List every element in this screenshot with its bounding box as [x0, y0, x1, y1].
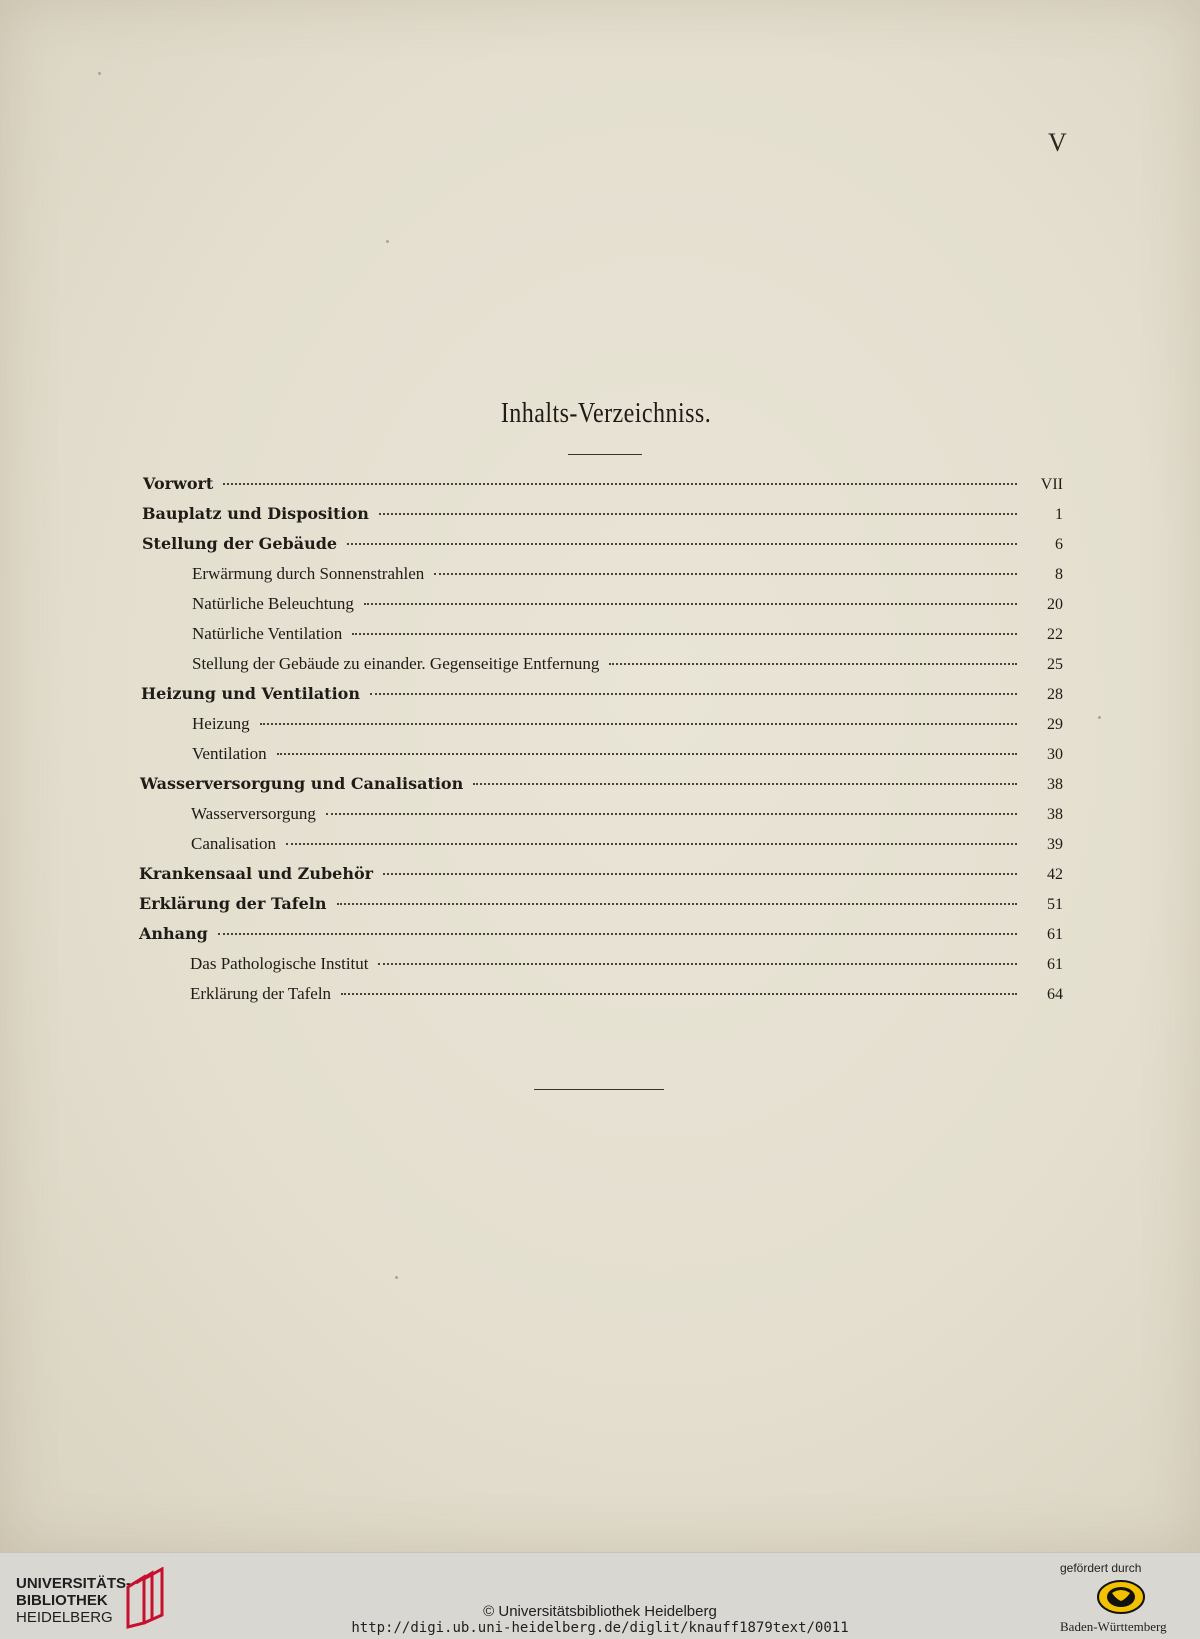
dot-leader [383, 872, 1017, 875]
toc-entry-label: Natürliche Ventilation [192, 624, 343, 643]
page-title: Inhalts-Verzeichniss. [500, 398, 712, 429]
toc-entry-page: 25 [1047, 656, 1063, 673]
dot-leader [364, 602, 1017, 605]
toc-entry-label: Wasserversorgung [191, 804, 316, 823]
toc-entry [139, 864, 1063, 894]
toc-entry [142, 534, 1063, 564]
dot-leader [326, 812, 1017, 815]
toc-entry-label: Bauplatz und Disposition [142, 504, 369, 523]
dot-leader [223, 482, 1017, 485]
toc-entry-page: 38 [1047, 776, 1063, 793]
closing-divider [534, 1089, 664, 1090]
toc-entry-label: Ventilation [192, 744, 267, 763]
dot-leader [277, 752, 1017, 755]
toc-entry-label: Heizung und Ventilation [141, 684, 360, 703]
toc-entry [192, 654, 1063, 684]
paper-speck [1098, 716, 1101, 719]
baden-wuerttemberg-seal-icon [1096, 1579, 1146, 1620]
dot-leader [378, 962, 1017, 965]
page-number: V [1048, 128, 1067, 157]
toc-entry [191, 804, 1063, 834]
library-name-line: BIBLIOTHEK [16, 1592, 108, 1609]
toc-entry-label: Anhang [139, 924, 208, 943]
toc-entry-label: Vorwort [143, 474, 214, 493]
library-name-line: HEIDELBERG [16, 1609, 113, 1626]
sponsor-name: Baden-Württemberg [1060, 1619, 1167, 1634]
toc-entry [192, 744, 1063, 774]
toc-entry-page: 64 [1047, 986, 1063, 1003]
toc-entry [190, 954, 1063, 984]
toc-entry [142, 504, 1063, 534]
toc-entry [192, 714, 1063, 744]
dot-leader [286, 842, 1017, 845]
dot-leader [347, 542, 1017, 545]
toc-entry-label: Das Pathologische Institut [190, 954, 369, 973]
toc-entry-page: 6 [1055, 536, 1063, 553]
toc-entry [139, 924, 1063, 954]
digitization-footer [0, 1552, 1200, 1639]
dot-leader [341, 992, 1017, 995]
toc-entry-label: Stellung der Gebäude zu einander. Gegenseitige Entfernung [192, 654, 600, 673]
sponsor-label: gefördert durch [1060, 1561, 1142, 1575]
dot-leader [260, 722, 1017, 725]
toc-entry-label: Canalisation [191, 834, 276, 853]
toc-entry-label: Erklärung der Tafeln [139, 894, 327, 913]
dot-leader [370, 692, 1017, 695]
dot-leader [434, 572, 1017, 575]
toc-entry-label: Natürliche Beleuchtung [192, 594, 354, 613]
toc-entry-label: Wasserversorgung und Canalisation [140, 774, 464, 793]
toc-entry-page: 8 [1055, 566, 1063, 583]
library-name-line: UNIVERSITÄTS- [16, 1575, 132, 1592]
paper-speck [386, 240, 389, 243]
toc-entry [192, 624, 1063, 654]
toc-entry-page: 22 [1047, 626, 1063, 643]
toc-entry [139, 894, 1063, 924]
toc-entry-label: Stellung der Gebäude [142, 534, 338, 553]
toc-entry [192, 564, 1063, 594]
toc-entry-page: 38 [1047, 806, 1063, 823]
toc-entry [190, 984, 1063, 1014]
toc-entry-page: 28 [1047, 686, 1063, 703]
toc-entry [143, 474, 1063, 504]
toc-entry-page: 20 [1047, 596, 1063, 613]
toc-entry-page: 61 [1047, 956, 1063, 973]
dot-leader [352, 632, 1017, 635]
toc-entry-label: Heizung [192, 714, 250, 733]
toc-entry-page: 1 [1055, 506, 1063, 523]
toc-entry [141, 684, 1063, 714]
toc-entry [191, 834, 1063, 864]
dot-leader [473, 782, 1017, 785]
copyright-notice: © Universitätsbibliothek Heidelberg [483, 1603, 717, 1620]
toc-entry-page: 29 [1047, 716, 1063, 733]
toc-entry-page: 51 [1047, 896, 1063, 913]
source-url[interactable]: http://digi.ub.uni-heidelberg.de/diglit/knauff1879text/0011 [351, 1620, 849, 1636]
dot-leader [379, 512, 1017, 515]
paper-speck [395, 1276, 398, 1279]
dot-leader [609, 662, 1017, 665]
toc-entry-page: 30 [1047, 746, 1063, 763]
toc-entry-label: Krankensaal und Zubehör [139, 864, 374, 883]
toc-entry [140, 774, 1063, 804]
toc-entry-page: VII [1040, 476, 1063, 493]
toc-entry [192, 594, 1063, 624]
toc-entry-label: Erwärmung durch Sonnenstrahlen [192, 564, 425, 583]
paper-speck [98, 72, 101, 75]
title-divider [568, 454, 642, 455]
dot-leader [337, 902, 1018, 905]
toc-entry-page: 42 [1047, 866, 1063, 883]
toc-entry-page: 61 [1047, 926, 1063, 943]
dot-leader [218, 932, 1017, 935]
toc-entry-label: Erklärung der Tafeln [190, 984, 332, 1003]
toc-entry-page: 39 [1047, 836, 1063, 853]
